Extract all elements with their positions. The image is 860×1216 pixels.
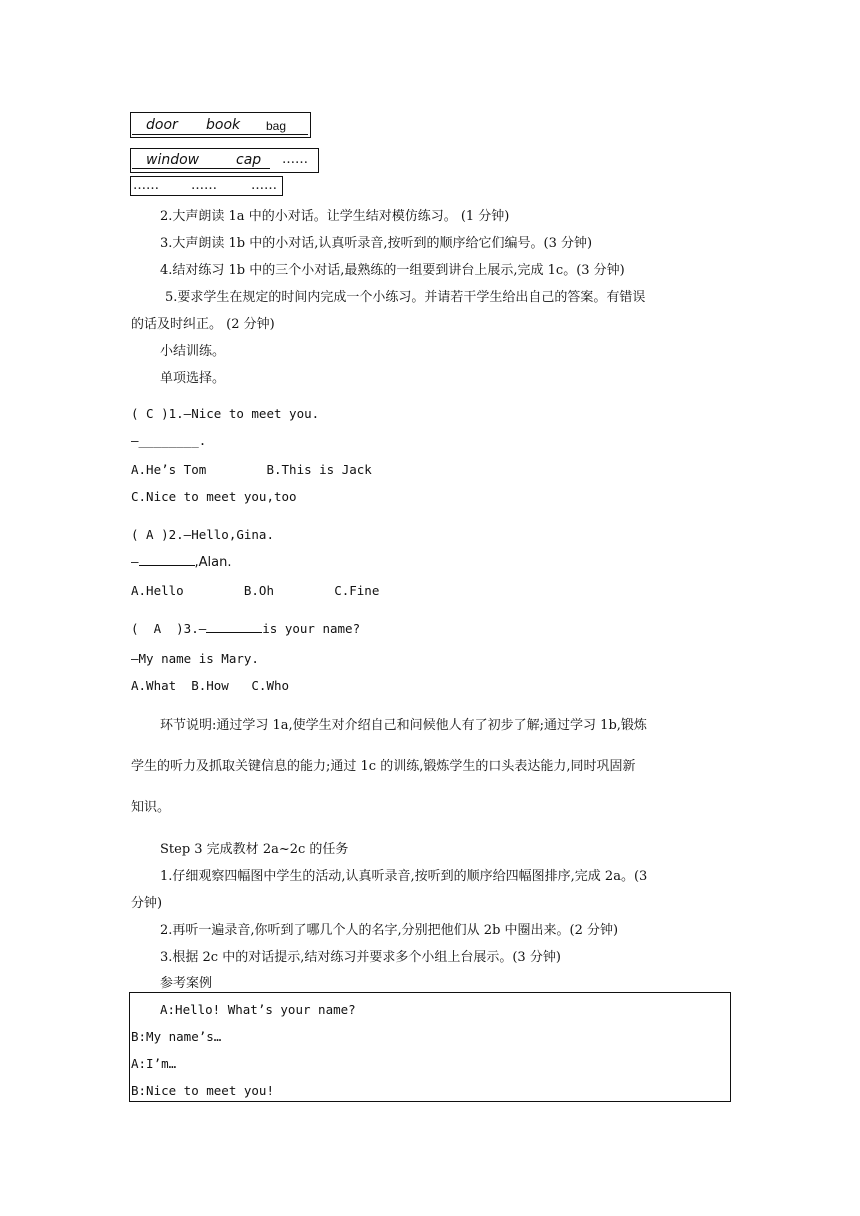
word-book: book — [206, 117, 241, 133]
question-3-stem — [131, 621, 360, 637]
question-2-stem: ( A )2.—Hello,Gina. — [131, 527, 274, 542]
dialogue-line-4: B:Nice to meet you! — [131, 1083, 274, 1098]
question-1-response: —________. — [131, 433, 207, 448]
question-3-options: A.What B.How C.Who — [131, 678, 290, 693]
word-box-1-underline — [132, 134, 308, 135]
dialogue-line-3: A:I’m… — [131, 1056, 177, 1071]
step-5-line2: 的话及时纠正。 (2 分钟) — [131, 317, 275, 332]
dialogue-line-2: B:My name’s… — [131, 1029, 222, 1044]
question-2-dash: — — [131, 554, 139, 569]
question-1-option-c: C.Nice to meet you,too — [131, 489, 297, 504]
word-bag: bag — [266, 119, 287, 133]
reference-heading: 参考案例 — [160, 976, 213, 991]
question-1-stem: ( C )1.—Nice to meet you. — [131, 406, 320, 421]
step3-item1-line1: 1.仔细观察四幅图中学生的活动,认真听录音,按听到的顺序给四幅图排序,完成 2a。(3 — [160, 869, 648, 884]
question-2-options: A.Hello B.Oh C.Fine — [131, 583, 380, 598]
word-box-2-underline — [132, 168, 270, 169]
word-ellipsis-2: …… — [133, 178, 159, 193]
explanation-line2: 学生的听力及抓取关键信息的能力;通过 1c 的训练,锻炼学生的口头表达能力,同时巩固新 — [131, 759, 636, 774]
step-4: 4.结对练习 1b 中的三个小对话,最熟练的一组要到讲台上展示,完成 1c。(3 分钟) — [160, 263, 625, 278]
word-ellipsis-3: …… — [191, 178, 217, 193]
explanation-line3: 知识。 — [131, 800, 171, 815]
step3-item2: 2.再听一遍录音,你听到了哪几个人的名字,分别把他们从 2b 中圈出来。(2 分钟) — [160, 923, 619, 938]
explanation-line1: 环节说明:通过学习 1a,使学生对介绍自己和问候他人有了初步了解;通过学习 1b,锻炼 — [160, 718, 647, 733]
question-3-response: —My name is Mary. — [131, 651, 259, 666]
step-5-line1: 5.要求学生在规定的时间内完成一个小练习。并请若干学生给出自己的答案。有错误 — [165, 290, 646, 305]
step-3: 3.大声朗读 1b 中的小对话,认真听录音,按听到的顺序给它们编号。(3 分钟) — [160, 236, 593, 251]
word-cap: cap — [236, 152, 262, 168]
question-2-response — [131, 554, 232, 570]
question-2-blank — [139, 555, 195, 566]
question-1-options-a-b: A.He’s Tom B.This is Jack — [131, 462, 372, 477]
summary-heading: 小结训练。 — [160, 344, 226, 359]
question-3-blank — [206, 622, 262, 633]
step3-title: Step 3 完成教材 2a~2c 的任务 — [160, 842, 349, 857]
dialogue-line-1: A:Hello! What’s your name? — [160, 1002, 356, 1017]
question-2-suffix: ,Alan. — [194, 555, 232, 570]
word-ellipsis-1: …… — [282, 152, 308, 167]
single-choice-heading: 单项选择。 — [160, 371, 226, 386]
word-door: door — [146, 117, 178, 133]
step3-item3: 3.根据 2c 中的对话提示,结对练习并要求多个小组上台展示。(3 分钟) — [160, 950, 561, 965]
question-3-suffix: is your name? — [262, 621, 361, 636]
step3-item1-line2: 分钟) — [131, 896, 163, 911]
word-ellipsis-4: …… — [251, 178, 277, 193]
word-window: window — [146, 152, 200, 168]
step-2: 2.大声朗读 1a 中的小对话。让学生结对模仿练习。 (1 分钟) — [160, 209, 510, 224]
question-3-prefix: ( A )3.— — [131, 621, 207, 636]
